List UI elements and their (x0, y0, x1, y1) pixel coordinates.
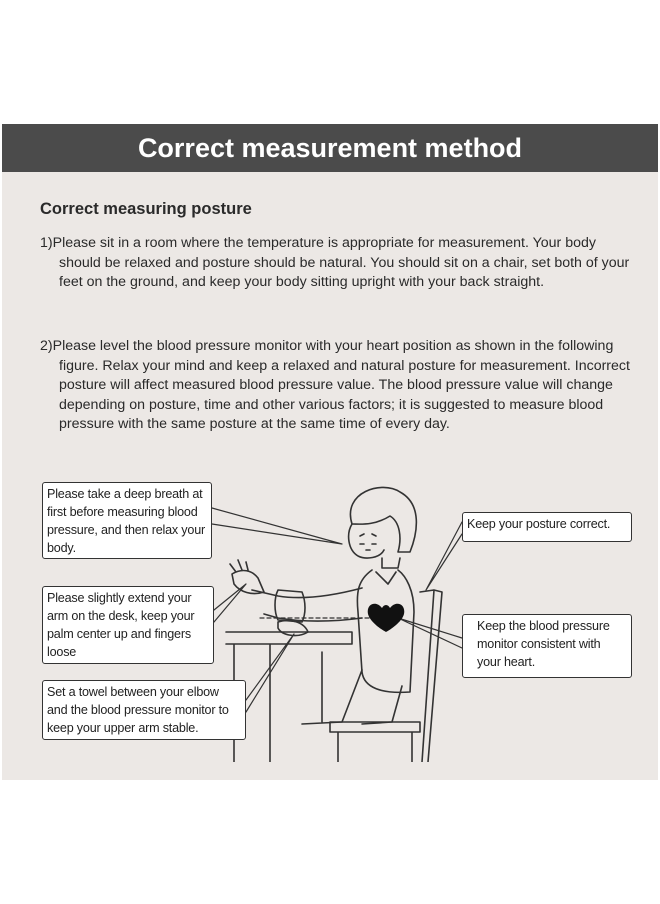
leader-arm (214, 584, 246, 622)
paragraph-1-text: 1)Please sit in a room where the temperature is appropriate for measurement. Your body should be relaxed and posture should be natural. You should sit on a chair, set both of your feet on the ground, and keep your body sitting upright with your back straight. (40, 235, 630, 290)
towel (278, 620, 308, 635)
callout-heart: Keep the blood pressure monitor consistent with your heart. (462, 614, 632, 678)
leader-posture (426, 522, 462, 590)
page-title: Correct measurement method (2, 124, 658, 172)
cuff-monitor (275, 590, 305, 622)
hair-outline (350, 487, 416, 552)
arm (252, 588, 362, 621)
instruction-paragraph-1 (40, 234, 630, 293)
callout-posture: Keep your posture correct. (462, 512, 632, 542)
callout-towel: Set a towel between your elbow and the blood pressure monitor to keep your upper arm stable. (42, 680, 246, 740)
leader-breath (212, 508, 342, 544)
instruction-paragraph-2 (40, 337, 630, 435)
hand (230, 560, 264, 594)
section-subtitle: Correct measuring posture (40, 200, 252, 218)
paragraph-2-text: 2)Please level the blood pressure monitor with your heart position as shown in the following figure. Relax your mind and keep a relaxed and natural posture for measurement. Incorrect posture will affect measured blood pressure value. The blood pressure value will change depending on posture, time and other various factors; it is suggested to measure blood pressure with the same posture at the same time of every day. (40, 338, 630, 432)
chair-back (420, 590, 442, 762)
callout-breath: Please take a deep breath at first before measuring blood pressure, and then relax your body. (42, 482, 212, 559)
face-outline (349, 524, 384, 558)
posture-illustration (2, 472, 658, 762)
chair-seat (330, 722, 420, 762)
instruction-panel (2, 124, 658, 780)
callout-arm: Please slightly extend your arm on the desk, keep your palm center up and fingers loose (42, 586, 214, 664)
heart-icon (368, 604, 405, 632)
legs (302, 652, 402, 724)
